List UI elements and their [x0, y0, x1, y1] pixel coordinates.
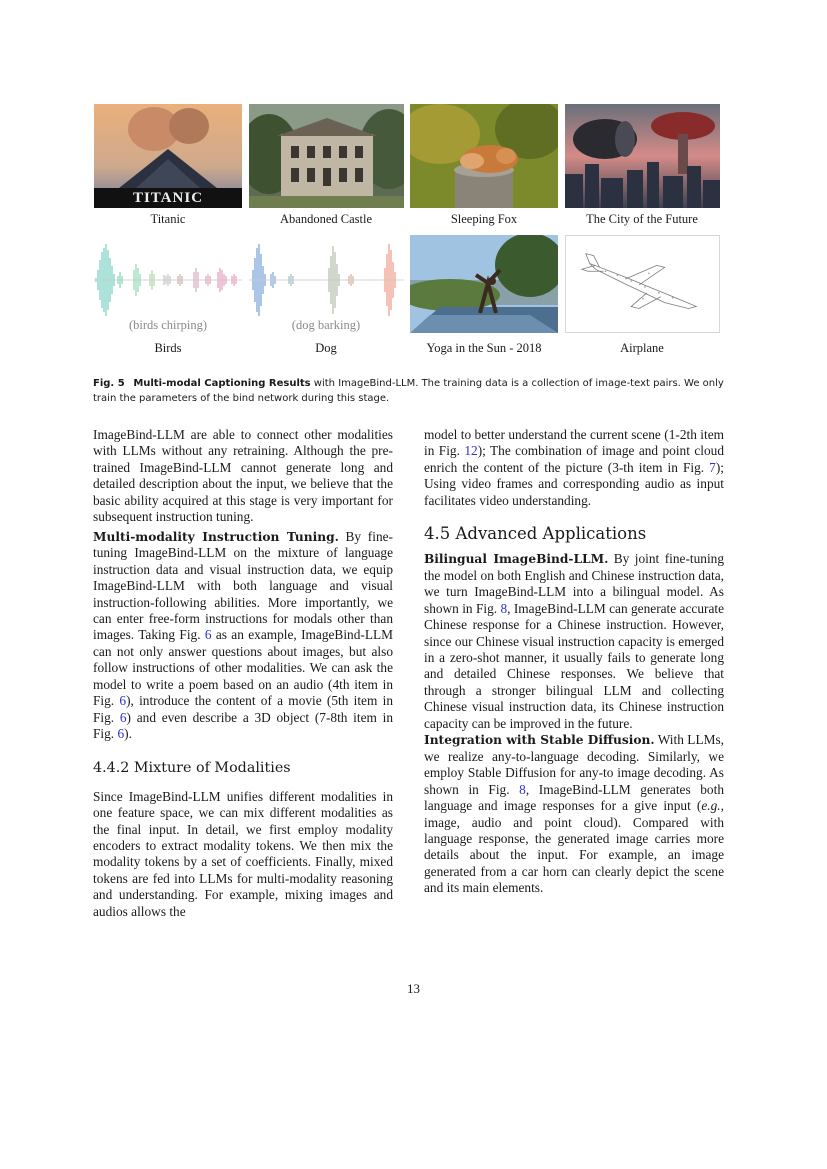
paragraph — [93, 529, 393, 743]
page-number: 13 — [407, 981, 420, 996]
figure-reference-link[interactable]: 6 — [119, 693, 127, 709]
figure-reference-link[interactable]: 7 — [709, 459, 716, 475]
text-run: By fine-tuning ImageBind-LLM on the mixture of language instruction data and visual instruction data, we equip ImageBind-LLM with both language and visual instruction-following abilities. More importantly, we can enter free-form instructions for modals other than images. Taking Fig. — [93, 528, 393, 643]
airplane-label: Airplane — [620, 341, 664, 355]
birds-audio-waveform — [94, 240, 242, 320]
text-run: With LLMs, we realize any-to-language decoding. Similarly, we employ Stable Diffusion for any-to image decoding. As shown in Fig. — [424, 732, 724, 797]
right-column — [424, 427, 724, 897]
sleeping-fox-label: Sleeping Fox — [450, 212, 518, 226]
caption-text: with ImageBind-LLM. The training data is a collection of image-text pairs. We only train the parameters of the bind network during this stage. — [93, 378, 724, 404]
figure-reference-link[interactable]: 12 — [464, 443, 478, 459]
paragraph — [424, 732, 724, 897]
text-run: By joint fine-tuning the model on both English and Chinese instruction data, we turn ImageBind-LLM into a bilingual model. As shown in Fig. — [424, 551, 724, 616]
city-of-the-future-image — [565, 104, 720, 208]
titanic-label: Titanic — [150, 212, 186, 226]
run-in-heading: Multi-modality Instruction Tuning. — [93, 529, 339, 544]
section-heading-4-4-2: 4.4.2 Mixture of Modalities — [93, 759, 291, 776]
yoga-image — [410, 235, 558, 333]
emphasis: e.g. — [701, 798, 721, 814]
sleeping-fox-image — [410, 104, 558, 208]
text-run: , image, audio and point cloud). Compared with language response, the generated image carries more details about the input. For example, an image generated from a car horn can clearly depict the scene and its main elements. — [424, 798, 724, 896]
text-run: ), introduce the content of a movie (5th item in Fig. — [93, 693, 393, 725]
figure-reference-link[interactable]: 6 — [204, 627, 212, 643]
caption-title: Multi-modal Captioning Results — [133, 378, 311, 389]
text-run: , ImageBind-LLM generates both language and image responses for a give input ( — [424, 781, 724, 814]
figure-reference-link[interactable]: 6 — [119, 709, 127, 725]
text-run: ); The combination of image and point cloud enrich the content of the picture (3-th item in Fig. — [424, 443, 724, 475]
text-run: ); Using video frames and corresponding audio as input facilitates video understanding. — [424, 459, 724, 508]
text-run: as an example, ImageBind-LLM can not only answer questions about images, but also follow instructions of other modalities. We can ask the model to write a poem based on an audio (4th item in Fig. — [93, 627, 393, 709]
figure-caption — [93, 377, 733, 406]
text-run: , ImageBind-LLM can generate accurate Chinese response for a Chinese instruction. However, since our Chinese visual instruction capacity is emerged in a zero-shot manner, it usually fails to generate long and detailed Chinese responses. We believe that through a stronger bilingual LLM and collecting Chinese visual instruction data, its Chinese instruction capacity can be improved in the future. — [424, 600, 724, 731]
dog-audio-caption: (dog barking) — [291, 318, 361, 332]
section-heading-4-5: 4.5 Advanced Applications — [424, 524, 647, 544]
poster-title: TITANIC — [132, 190, 204, 206]
figure-reference-link[interactable]: 8 — [500, 600, 508, 616]
figure-reference-link[interactable]: 6 — [117, 726, 125, 742]
run-in-heading: Bilingual ImageBind-LLM. — [424, 552, 609, 567]
text-run: ) and even describe a 3D object (7-8th item in Fig. — [93, 709, 393, 742]
figure-reference-link[interactable]: 8 — [519, 781, 526, 797]
dog-label: Dog — [315, 341, 337, 355]
birds-audio-caption: (birds chirping) — [128, 318, 208, 332]
text-run: ). — [124, 726, 132, 742]
run-in-heading: Integration with Stable Diffusion. — [424, 733, 655, 748]
caption-label: Fig. 5 — [93, 378, 125, 389]
city-of-the-future-label: The City of the Future — [586, 212, 698, 226]
paragraph — [424, 427, 724, 509]
paragraph: Since ImageBind-LLM unifies different modalities in one feature space, we can mix different modalities as the final input. In detail, we first employ modality encoders to extract modality tokens. We then mix the modality tokens by a set of coefficients. Finally, mixed tokens are fed into LLMs for multi-modality reasoning and understanding. For example, mixing images and audios allows the — [93, 788, 393, 919]
abandoned-castle-image — [249, 104, 404, 208]
airplane-point-cloud — [565, 235, 720, 333]
abandoned-castle-label: Abandoned Castle — [280, 212, 372, 226]
dog-audio-waveform — [249, 240, 404, 320]
paragraph — [424, 551, 724, 732]
paragraph: ImageBind-LLM are able to connect other modalities with LLMs without any retraining. Although the pre-trained ImageBind-LLM cannot generate long and detailed description about the input, we believe that the basic ability acquired at this stage is very important for subsequent instruction tuning. — [93, 427, 393, 525]
left-column — [93, 427, 393, 920]
birds-label: Birds — [154, 341, 182, 355]
yoga-label: Yoga in the Sun - 2018 — [426, 341, 542, 355]
text-run: model to better understand the current scene (1-2th item in Fig. — [424, 427, 724, 459]
titanic-image — [94, 104, 242, 208]
